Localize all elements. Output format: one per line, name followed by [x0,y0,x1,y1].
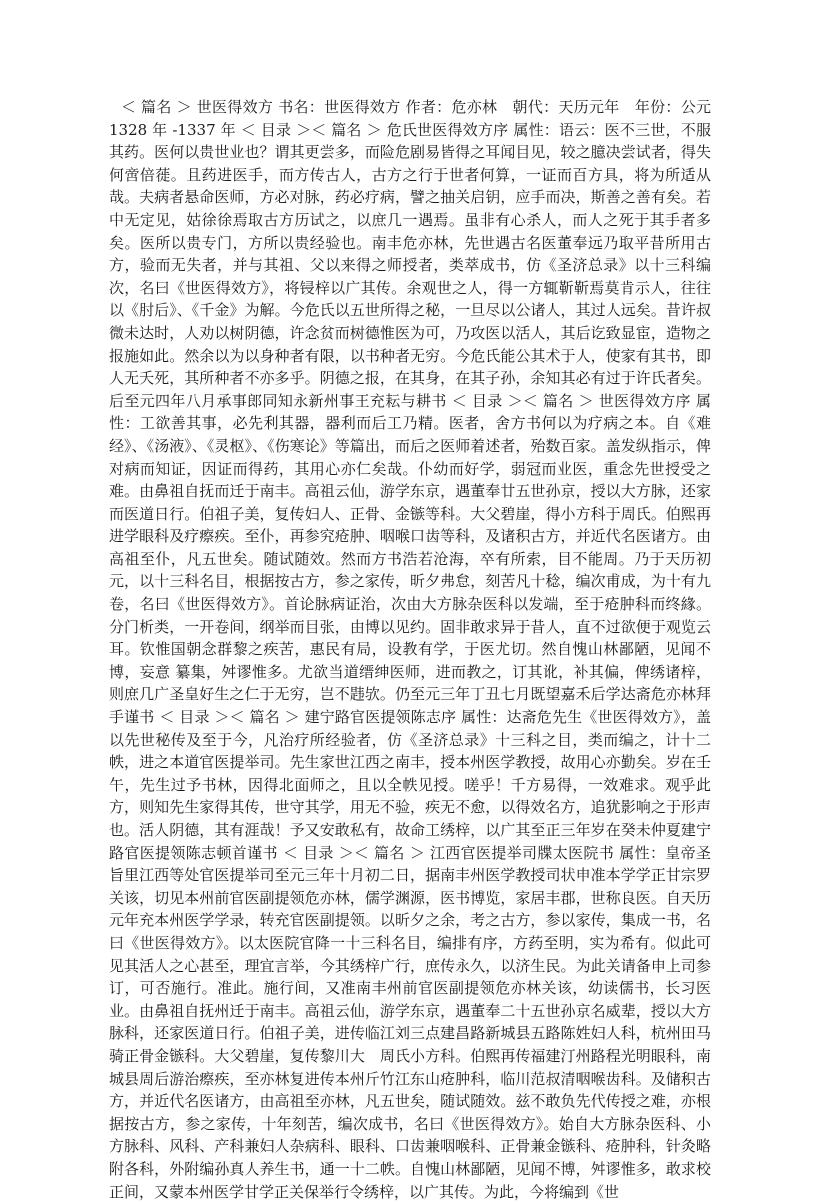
document-body-text: ＜ 篇名 ＞ 世医得效方 书名：世医得效方 作者：危亦林 朝代：天历元年 年份：公元 1328 年 -1337 年 ＜ 目录 ＞＜ 篇名 ＞ 危氏世医得效方序 属性：语云：医不三世，不服其药。医何以贵世业也？谓其更尝多，而险危剧易皆得之耳闻目见，较之臆决尝试者，得失何啻倍蓰。且药进医手，而方传古人，古方之行于世者何算，一证而百方具，将为所适从哉。夫病者悬命医师，方必对脉，药必疗病，譬之抽关启钥，应手而决，斯善之善有矣。若中无定见，姑徐徐焉取古方历试之，以庶几一遇焉。虽非有心杀人，而人之死于其手者多矣。医所以贵专门，方所以贵经验也。南丰危亦林，先世遇古名医董奉远乃取平昔所用古方，验而无失者，并与其祖、父以来得之师授者，类萃成书，仿《圣济总录》以十三科编次，名曰《世医得效方》，将锓梓以广其传。余观世之人，得一方辄靳靳焉莫肯示人，往往以《肘后》、《千金》为解。今危氏以五世所得之秘，一旦尽以公诸人，其过人远矣。昔许叔微未达时，人劝以树阴德，许念贫而树德惟医为可，乃攻医以活人，其后讫致显宦，造物之报施如此。然余以为以身种者有限，以书种者无穷。今危氏能公其术于人，使家有其书，即人无夭死，其所种者不亦多乎。阴德之报，在其身，在其子孙，余知其必有过于许氏者矣。后至元四年八月承事郎同知永新州事王充耘与耕书 ＜ 目录 ＞＜ 篇名 ＞ 世医得效方序 属性：工欲善其事，必先利其器，器利而后工乃精。医者，舍方书何以为疗病之本。自《难经》、《汤液》、《灵枢》、《伤寒论》等篇出，而后之医师着述者，殆数百家。盖发纵指示，俾对病而知证，因证而得药，其用心亦仁矣哉。仆幼而好学，弱冠而业医，重念先世授受之难。由鼻祖自抚而迁于南丰。高祖云仙，游学东京，遇董奉廿五世孙京，授以大方脉，还家而医道日行。伯祖子美，复传妇人、正骨、金镞等科。大父碧崖，得小方科于周氏。伯熙再进学眼科及疗瘵疾。至仆，再参究疮肿、咽喉口齿等科，及诸积古方，并近代名医诸方。由高祖至仆，凡五世矣。随试随效。然而方书浩若沧海，卒有所索，目不能周。乃于天历初元，以十三科名目，根据按古方，参之家传，昕夕弗怠，刻苦凡十稔，编次甫成，为十有九卷，名曰《世医得效方》。首论脉病证治，次由大方脉杂医科以发端，至于疮肿科而终緣。分门析类，一开卷间，纲举而目张，由博以见约。固非敢求异于昔人，直不过欲便于观览云耳。钦惟国朝念群黎之疾苦，惠民有局，设教有学，于医尤切。然自愧山林鄙陋，见闻不博，妄意 纂集，舛谬惟多。尤欲当道缙绅医师，进而教之，订其讹，补其偏，俾绣诸梓，则庶几广圣皇好生之仁于无穷，岂不韪欤。仍至元三年丁丑七月既望嘉禾后学达斋危亦林拜手谨书 ＜ 目录 ＞＜ 篇名 ＞ 建宁路官医提领陈志序 属性：达斋危先生《世医得效方》，盖以先世秘传及至于今，凡治疗所经验者，仿《圣济总录》十三科之目，类而编之，计十二帙，进之本道官医提举司。先生家世江西之南丰，授本州医学教授，故用心亦勤矣。岁在壬午，先生过予书林，因得北面师之，且以全帙见授。嗟乎！千方易得，一效难求。观乎此方，则知先生家得其传，世守其学，用无不验，疾无不愈，以得效名方，追犹影响之于形声也。活人阴德，其有涯哉！予又安敢私有，故命工绣梓，以广其至正三年岁在癸未仲夏建宁路官医提领陈志顿首谨书 ＜ 目录 ＞＜ 篇名 ＞ 江西官医提举司牒太医院书 属性：皇帝圣旨里江西等处官医提举司至元三年十月初二日，据南丰州医学教授司状申准本学学正甘宗罗关该，切见本州前官医副提领危亦林，儒学渊源，医书博览，家居丰郡，世称良医。自天历元年充本州医学学录，转充官医副提领。以昕夕之余，考之古方，参以家传，集成一书，名曰《世医得效方》。以太医院官降一十三科名目，编排有序，方药至明，实为希有。似此可见其活人之心甚至，理宜言举，今其绣梓广行，庶传永久，以济生民。为此关请备申上司参订，可否施行。准此。施行间，又准南丰州前官医副提领危亦林关该，幼读儒书，长习医业。由鼻祖自抚州迁于南丰。高祖云仙，游学东京，遇董奉二十五世孙京名威辈，授以大方脉科，还家医道日行。伯祖子美，进传临江刘三点建昌路新城县五路陈姓妇人科，杭州田马骑正骨金镞科。大父碧崖，复传黎川大 周氏小方科。伯熙再传福建汀州路程光明眼科，南城县周后游治瘵疾，至亦林复进传本州斤竹江东山疮肿科，临川范叔清咽喉齿科。及储积古方，并近代名医诸方，由高祖至亦林，凡五世矣，随试随效。兹不敢负先代传授之难，亦根据按古方，参之家传，十年刻苦，编次成书，名曰《世医得效方》。始自大方脉杂医科、小方脉科、风科、产科兼妇人杂病科、眼科、口齿兼咽喉科、正骨兼金镞科、疮肿科，针灸略附各科，外附编孙真人养生书，通一十二帙。自愧山林鄙陋，见闻不博，舛谬惟多，敢求校正间，又蒙本州医学甘学正关保举行令绣梓，以广其传。为此，今将编到《世 [109,98,711,1201]
